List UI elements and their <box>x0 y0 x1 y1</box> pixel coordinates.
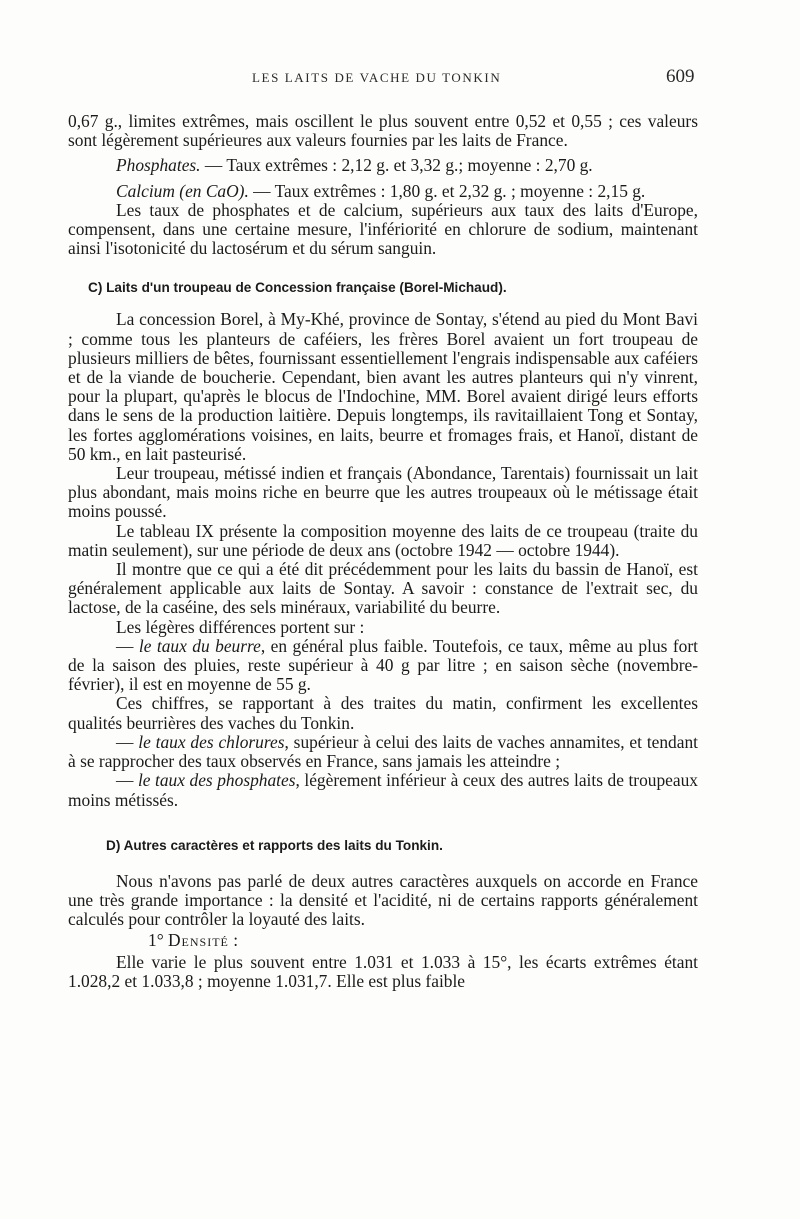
densite-label: Densité <box>168 930 229 951</box>
section-heading-c: C) Laits d'un troupeau de Concession française (Borel-Michaud). <box>88 280 507 296</box>
paragraph-europe-comparison: Les taux de phosphates et de calcium, supérieurs aux taux des laits d'Europe, compensent, dans une certaine mesure, l'infériorité en chlorure de sodium, maintenant ainsi l'isotonicité du lactosérum et du sérum sanguin. <box>68 199 698 259</box>
calcium-label: Calcium (en CaO). <box>116 180 249 201</box>
paragraph-chiffres: Ces chiffres, se rapportant à des traites du matin, confirment les excellentes qualités beurrières des vaches du Tonkin. <box>68 693 698 733</box>
phosphates-taux-text: , légèrement inférieur à ceux des autres laits de troupeaux moins métissés. <box>68 770 698 810</box>
paragraph-chlorures-continued: 0,67 g., limites extrêmes, mais oscillent le plus souvent entre 0,52 et 0,55 ; ces valeurs sont légèrement supérieures aux valeurs fournies par les laits de France. <box>68 111 698 151</box>
calcium-values: — Taux extrêmes : 1,80 g. et 2,32 g. ; moyenne : 2,15 g. <box>248 180 646 201</box>
phosphates-values: — Taux extrêmes : 2,12 g. et 3,32 g.; moyenne : 2,70 g. <box>200 155 593 176</box>
paragraph-troupeau: Leur troupeau, métissé indien et français (Abondance, Tarentais) fournissait un lait plus abondant, mais moins riche en beurre que les autres troupeaux où le métissage était moins poussé. <box>68 463 698 522</box>
dash: — <box>116 770 138 791</box>
densite-number: 1° <box>148 930 168 951</box>
paragraph-phosphates <box>68 156 698 175</box>
paragraph-legeres-differences: Les légères différences portent sur : <box>116 616 365 637</box>
paragraph-autres-caracteres: Nous n'avons pas parlé de deux autres caractères auxquels on accorde en France une très grande importance : la densité et l'acidité, ni de certains rapports généralement calculés pour contrôler la loyauté des laits. <box>68 870 698 930</box>
densite-colon: : <box>228 930 239 951</box>
phosphates-taux-label: le taux des phosphates <box>137 770 296 791</box>
paragraph-calcium <box>68 182 698 201</box>
paragraph-taux-beurre <box>68 637 698 695</box>
paragraph-concession-borel: La concession Borel, à My-Khé, province de Sontay, s'étend au pied du Mont Bavi ; comme tous les planteurs de caféiers, les frères Borel avaient un fort troupeau de plusieurs milliers de bêtes, fournissant essentiellement l'engrais indispensable aux caféiers et de la viande de boucherie. Cependant, bien avant les autres planteurs qui n'y vinrent, pour la plupart, qu'après le blocus de l'Indochine, MM. Borel avaient dirigé leurs efforts dans le sens de la production laitière. Depuis longtemps, ils ravitaillaient Tong et Sontay, les fortes agglomérations voisines, en laits, beurre et fromages frais, et Hanoï, distant de 50 km., en lait pasteurisé. <box>68 309 698 464</box>
beurre-text: , en général plus faible. Toutefois, ce taux, même au plus fort de la saison des pluies, reste supérieur à 40 g par litre ; en saison sèche (novembre-février), il est en moyenne de 55 g. <box>68 635 698 695</box>
paragraph-taux-phosphates <box>68 771 698 809</box>
page-number: 609 <box>666 66 695 87</box>
paragraph-densite: Elle varie le plus souvent entre 1.031 et 1.033 à 15°, les écarts extrêmes étant 1.028,2 et 1.033,8 ; moyenne 1.031,7. Elle est plus faible <box>68 951 698 991</box>
dash: — <box>116 731 139 752</box>
chlorures-text: , supérieur à celui des laits de vaches annamites, et tendant à se rapprocher des taux observés en France, sans jamais les atteindre ; <box>68 731 699 772</box>
page-body <box>68 112 698 991</box>
paragraph-montre: Il montre que ce qui a été dit précédemment pour les laits du bassin de Hanoï, est généralement applicable aux laits de Sontay. A savoir : constance de l'extrait sec, du lactose, de la caséine, des sels minéraux, variabilité du beurre. <box>68 559 698 618</box>
paragraph-taux-chlorures <box>68 733 698 771</box>
running-head: LES LAITS DE VACHE DU TONKIN <box>252 70 502 85</box>
paragraph-tableau-ix: Le tableau IX présente la composition moyenne des laits de ce troupeau (traite du matin seulement), sur une période de deux ans (octobre 1942 — octobre 1944). <box>68 520 698 560</box>
phosphates-label: Phosphates. <box>116 155 201 176</box>
beurre-label: le taux du beurre <box>138 635 261 656</box>
section-heading-d: D) Autres caractères et rapports des laits du Tonkin. <box>106 837 443 853</box>
dash: — <box>116 635 139 656</box>
chlorures-label: le taux des chlorures <box>138 731 285 752</box>
subheading-densite <box>148 931 698 950</box>
